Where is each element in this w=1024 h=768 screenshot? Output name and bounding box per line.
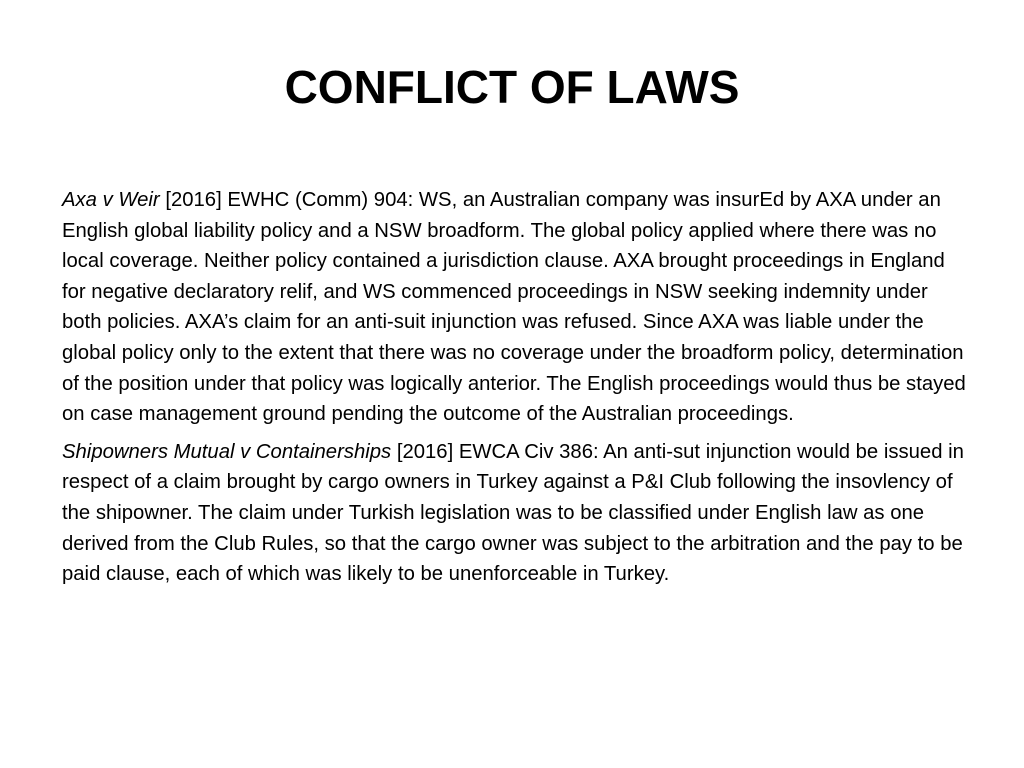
slide-title: CONFLICT OF LAWS: [284, 61, 740, 113]
case-name: Shipowners Mutual v Containerships: [62, 440, 392, 463]
slide-body: [62, 185, 967, 597]
case-paragraph-axa-v-weir: [62, 185, 967, 430]
case-summary: [2016] EWHC (Comm) 904: WS, an Australian company was insurEd by AXA under an English global liability policy and a NSW broadform. The global policy applied where there was no local coverage. Neither policy contained a jurisdiction clause. AXA brought proceedings in England for negative declaratory relif, and WS commenced proceedings in NSW seeking indemnity under both policies. AXA’s claim for an anti-suit injunction was refused. Since AXA was liable under the global policy only to the extent that there was no coverage under the broadform policy, determination of the position under that policy was logically anterior. The English proceedings would thus be stayed on case management ground pending the outcome of the Australian proceedings.: [62, 189, 966, 426]
case-paragraph-shipowners-mutual: [62, 437, 967, 590]
case-name: Axa v Weir: [62, 189, 160, 211]
case-summary: [2016] EWCA Civ 386: An anti-sut injunction would be issued in respect of a claim brought by cargo owners in Turkey against a P&I Club following the insovlency of the shipowner. The claim under Turkish legislation was to be classified under English law as one derived from the Club Rules, so that the cargo owner was subject to the arbitration and the pay to be paid clause, each of which was likely to be unenforceable in Turkey.: [62, 440, 964, 586]
